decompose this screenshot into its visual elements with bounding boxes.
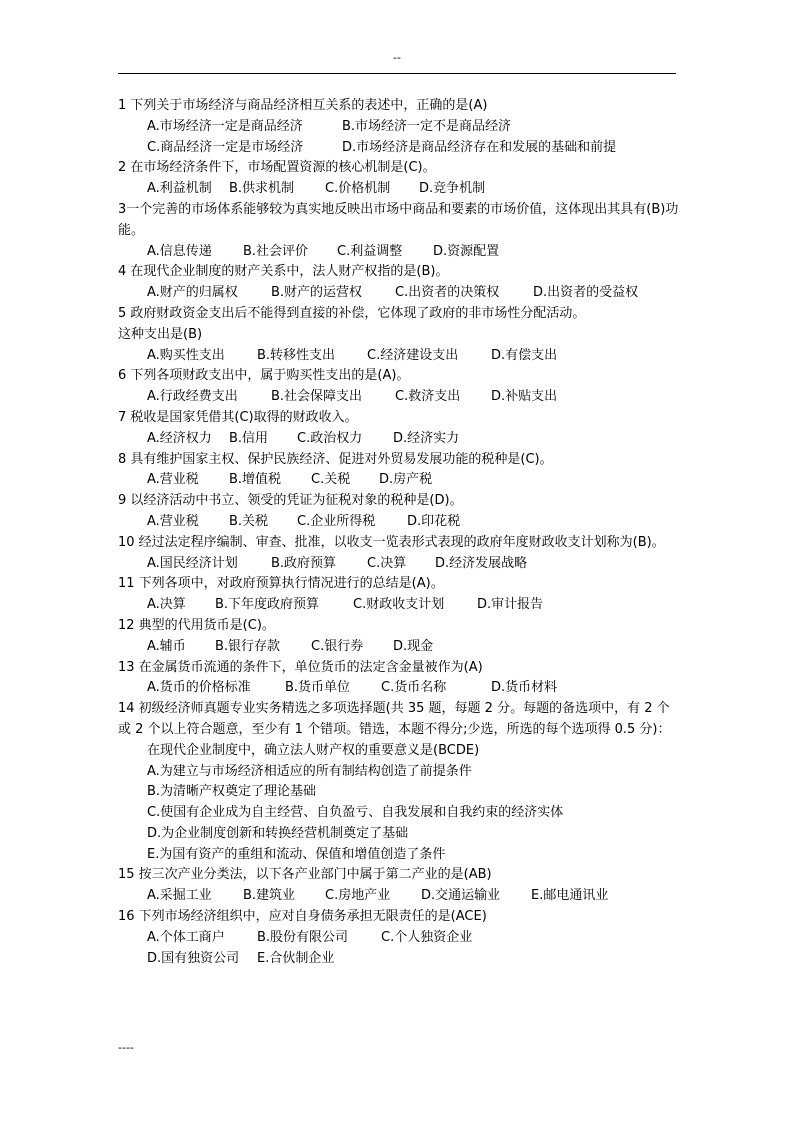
option: C.商品经济一定是市场经济 bbox=[147, 139, 304, 155]
option: B.财产的运营权 bbox=[271, 285, 363, 301]
options-row bbox=[118, 886, 680, 907]
option: D.审计报告 bbox=[477, 597, 544, 613]
header-rule bbox=[118, 73, 676, 74]
question-stem: 12 典型的代用货币是(C)。 bbox=[118, 617, 275, 633]
options-row bbox=[118, 387, 680, 408]
option: A.利益机制 bbox=[147, 181, 212, 197]
options-row bbox=[118, 429, 680, 450]
option: D.货币材料 bbox=[491, 680, 558, 696]
option: D.有偿支出 bbox=[491, 347, 558, 363]
option: D.交通运输业 bbox=[421, 888, 501, 904]
question-stem: 9 以经济活动中书立、领受的凭证为征税对象的税种是(D)。 bbox=[118, 493, 463, 509]
option: B.货币单位 bbox=[285, 680, 351, 696]
option: B.为清晰产权奠定了理论基础 bbox=[147, 784, 317, 800]
options-row bbox=[118, 470, 680, 491]
question-stem: 6 下列各项财政支出中，属于购买性支出的是(A)。 bbox=[118, 368, 410, 384]
page-footer-mark: ---- bbox=[118, 1041, 134, 1054]
option: A.营业税 bbox=[147, 513, 199, 529]
option: A.营业税 bbox=[147, 472, 199, 488]
option: C.救济支出 bbox=[395, 389, 461, 405]
options-row bbox=[118, 928, 680, 949]
option: D.印花税 bbox=[407, 513, 461, 529]
option: A.为建立与市场经济相适应的所有制结构创造了前提条件 bbox=[147, 763, 472, 779]
option: C.经济建设支出 bbox=[367, 347, 459, 363]
option: D.市场经济是商品经济存在和发展的基础和前提 bbox=[342, 139, 617, 155]
option: A.决算 bbox=[147, 597, 186, 613]
option: A.个体工商户 bbox=[147, 929, 225, 945]
question-stem: 2 在市场经济条件下，市场配置资源的核心机制是(C)。 bbox=[118, 160, 436, 176]
option: C.关税 bbox=[311, 472, 351, 488]
option: E.邮电通讯业 bbox=[531, 888, 609, 904]
option: D.出资者的受益权 bbox=[533, 285, 639, 301]
option: A.采掘工业 bbox=[147, 888, 212, 904]
option: A.辅币 bbox=[147, 638, 186, 654]
option: C.银行券 bbox=[311, 638, 364, 654]
options-row bbox=[118, 346, 680, 367]
option: C.价格机制 bbox=[325, 181, 391, 197]
question-stem: 10 经过法定程序编制、审查、批准，以收支一览表形式表现的政府年度财政收支计划称为(B)。 bbox=[118, 534, 665, 550]
option: B.信用 bbox=[229, 430, 269, 446]
option: A.财产的归属权 bbox=[147, 285, 238, 301]
option: C.使国有企业成为自主经营、自负盈亏、自我发展和自我约束的经济实体 bbox=[147, 805, 564, 821]
options-row bbox=[118, 283, 680, 304]
option: B.市场经济一定不是商品经济 bbox=[342, 118, 512, 134]
option: C.财政收支计划 bbox=[353, 597, 445, 613]
option: B.转移性支出 bbox=[257, 347, 336, 363]
option: E.为国有资产的重组和流动、保值和增值创造了条件 bbox=[147, 846, 446, 862]
question-stem: 13 在金属货币流通的条件下，单位货币的法定含金量被作为(A) bbox=[118, 659, 483, 675]
option: C.出资者的决策权 bbox=[395, 285, 500, 301]
option: D.竞争机制 bbox=[419, 181, 486, 197]
question-list bbox=[118, 96, 680, 969]
option: A.行政经费支出 bbox=[147, 389, 238, 405]
question-stem: 1 下列关于市场经济与商品经济相互关系的表述中，正确的是(A) bbox=[118, 98, 488, 113]
option: A.国民经济计划 bbox=[147, 555, 238, 571]
option: B.供求机制 bbox=[229, 181, 295, 197]
question-stem: 3一个完善的市场体系能够较为真实地反映出市场中商品和要素的市场价值，这体现出其具有(B)功能。 bbox=[118, 201, 679, 238]
options-row bbox=[118, 678, 680, 699]
options-row bbox=[118, 554, 680, 575]
options-row bbox=[118, 637, 680, 658]
option: B.关税 bbox=[229, 513, 269, 529]
question-stem: 11 下列各项中，对政府预算执行情况进行的总结是(A)。 bbox=[118, 576, 444, 592]
option: C.货币名称 bbox=[381, 680, 447, 696]
option: E.合伙制企业 bbox=[257, 950, 335, 966]
option: C.个人独资企业 bbox=[381, 929, 473, 945]
options-row bbox=[118, 949, 680, 970]
question-stem: 8 具有维护国家主权、保护民族经济、促进对外贸易发展功能的税种是(C)。 bbox=[118, 451, 553, 467]
option: D.经济发展战略 bbox=[435, 555, 528, 571]
option: D.为企业制度创新和转换经营机制奠定了基础 bbox=[147, 825, 409, 841]
options-row bbox=[118, 179, 680, 200]
option: D.经济实力 bbox=[393, 430, 460, 446]
options-row bbox=[118, 242, 680, 263]
question-stem: 7 税收是国家凭借其(C)取得的财政收入。 bbox=[118, 409, 358, 425]
option: B.社会保障支出 bbox=[271, 389, 363, 405]
option: A.经济权力 bbox=[147, 430, 212, 446]
option: A.信息传递 bbox=[147, 243, 212, 259]
option: C.利益调整 bbox=[337, 243, 403, 259]
option: D.国有独资公司 bbox=[147, 950, 240, 966]
question-stem: 4 在现代企业制度的财产关系中，法人财产权指的是(B)。 bbox=[118, 264, 449, 280]
options-row bbox=[118, 117, 680, 138]
option: D.现金 bbox=[393, 638, 434, 654]
option: C.企业所得税 bbox=[297, 513, 376, 529]
option: D.房产税 bbox=[379, 472, 433, 488]
option: B.社会评价 bbox=[243, 243, 309, 259]
option: D.补贴支出 bbox=[491, 389, 558, 405]
question-stem: 16 下列市场经济组织中，应对自身债务承担无限责任的是(ACE) bbox=[118, 909, 487, 925]
option: B.下年度政府预算 bbox=[215, 597, 320, 613]
option: B.股份有限公司 bbox=[257, 929, 349, 945]
question-stem: 15 按三次产业分类法，以下各产业部门中属于第二产业的是(AB) bbox=[118, 867, 492, 883]
question-stem: 14 初级经济师真题专业实务精选之多项选择题(共 35 题，每题 2 分。每题的备选项中，有 2 个或 2 个以上符合题意，至少有 1 个错项。错选，本题不得分;少选，所选的每个选项得 0.5 分)： bbox=[118, 701, 671, 737]
options-row bbox=[118, 138, 680, 159]
options-row bbox=[118, 512, 680, 533]
question-stem-cont: 在现代企业制度中，确立法人财产权的重要意义是(BCDE) bbox=[147, 742, 480, 758]
option: B.银行存款 bbox=[215, 638, 281, 654]
option: C.决算 bbox=[367, 555, 407, 571]
option: C.房地产业 bbox=[325, 888, 391, 904]
option: A.购买性支出 bbox=[147, 347, 225, 363]
option: B.增值税 bbox=[229, 472, 282, 488]
question-stem: 5 政府财政资金支出后不能得到直接的补偿，它体现了政府的非市场性分配活动。 bbox=[118, 305, 586, 321]
option: D.资源配置 bbox=[433, 243, 500, 259]
option: B.政府预算 bbox=[271, 555, 337, 571]
option: A.市场经济一定是商品经济 bbox=[147, 118, 303, 134]
option: A.货币的价格标准 bbox=[147, 680, 251, 696]
page-header-mark: -- bbox=[393, 51, 401, 64]
question-stem-cont: 这种支出是(B) bbox=[118, 326, 203, 342]
option: C.政治权力 bbox=[297, 430, 363, 446]
options-row bbox=[118, 595, 680, 616]
option: B.建筑业 bbox=[243, 888, 296, 904]
